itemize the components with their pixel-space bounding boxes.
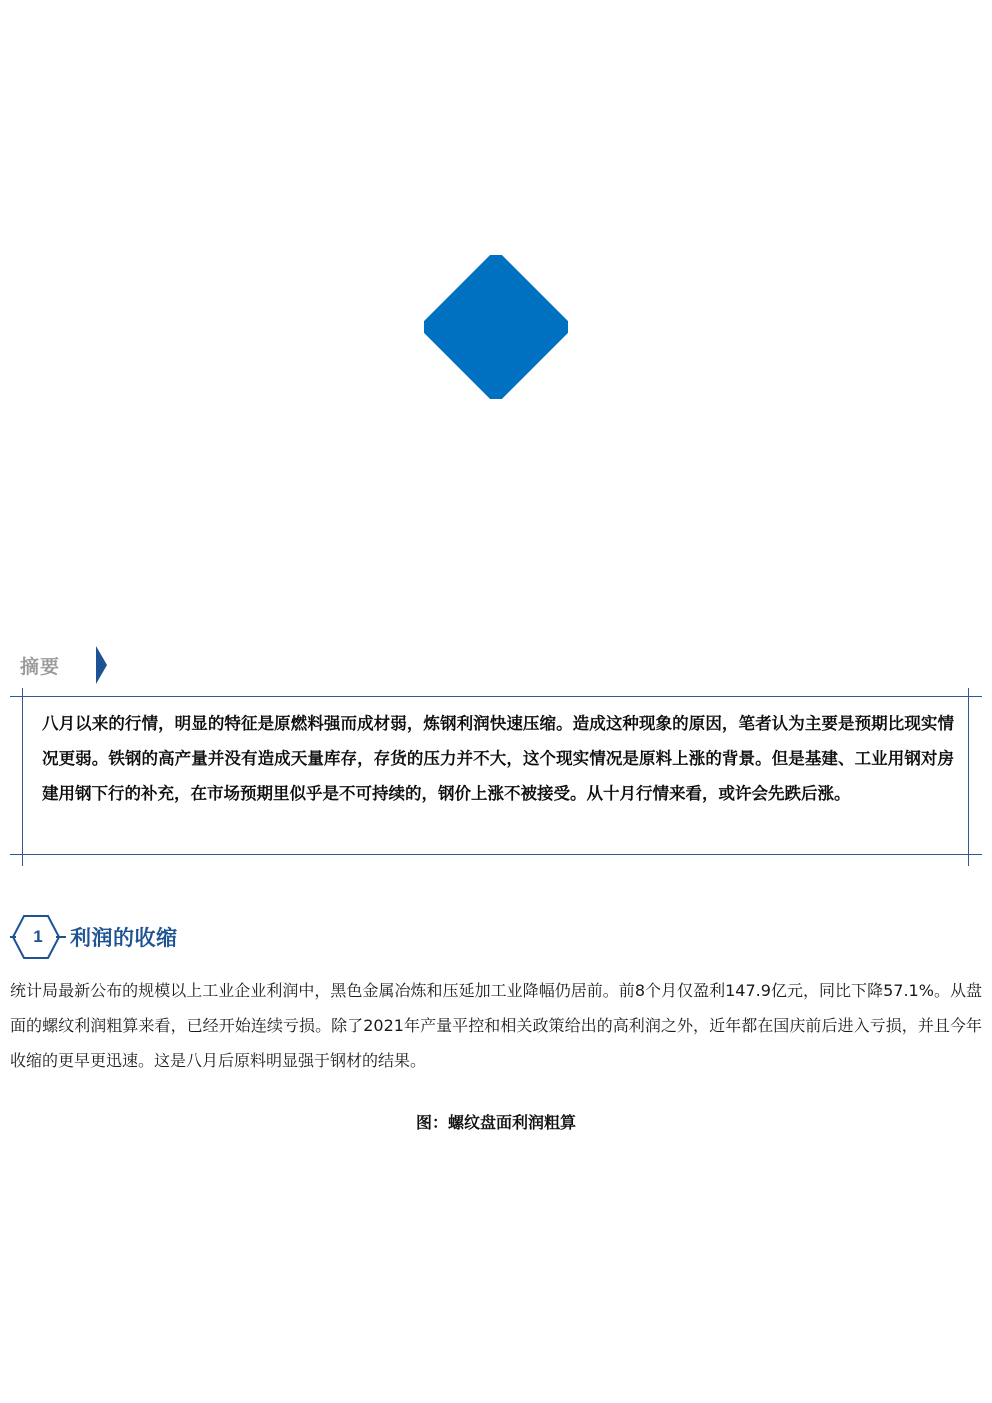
- section-number-badge: [10, 913, 66, 961]
- section-heading: [10, 913, 178, 961]
- section-paragraph: 统计局最新公布的规模以上工业企业利润中，黑色金属冶炼和压延加工业降幅仍居前。前8个月仅盈利147.9亿元，同比下降57.1%。从盘面的螺纹利润粗算来看，已经开始连续亏损。除了2021年产量平控和相关政策给出的高利润之外，近年都在国庆前后进入亏损，并且今年收缩的更早更迅速。这是八月后原料明显强于钢材的结果。: [10, 981, 982, 1070]
- diamond-logo: [424, 255, 568, 399]
- abstract-text: 八月以来的行情，明显的特征是原燃料强而成材弱，炼钢利润快速压缩。造成这种现象的原因，笔者认为主要是预期比现实情况更弱。铁钢的高产量并没有造成天量库存，存货的压力并不大，这个现实情况是原料上涨的背景。但是基建、工业用钢对房建用钢下行的补充，在市场预期里似乎是不可持续的，钢价上涨不被接受。从十月行情来看，或许会先跌后涨。: [42, 714, 954, 803]
- abstract-header: [20, 645, 107, 685]
- arrow-right-icon: [96, 646, 107, 684]
- diamond-logo-icon: [424, 255, 568, 399]
- abstract-box-bottom-border: [10, 854, 982, 855]
- section-number: 1: [33, 927, 43, 946]
- abstract-box-left-border: [22, 688, 23, 866]
- abstract-box-top-border: [10, 696, 982, 697]
- abstract-title: 摘要: [20, 655, 61, 678]
- abstract-box-right-border: [968, 688, 969, 866]
- figure-caption: 图：螺纹盘面利润粗算: [415, 1113, 576, 1132]
- section-title: 利润的收缩: [70, 926, 178, 950]
